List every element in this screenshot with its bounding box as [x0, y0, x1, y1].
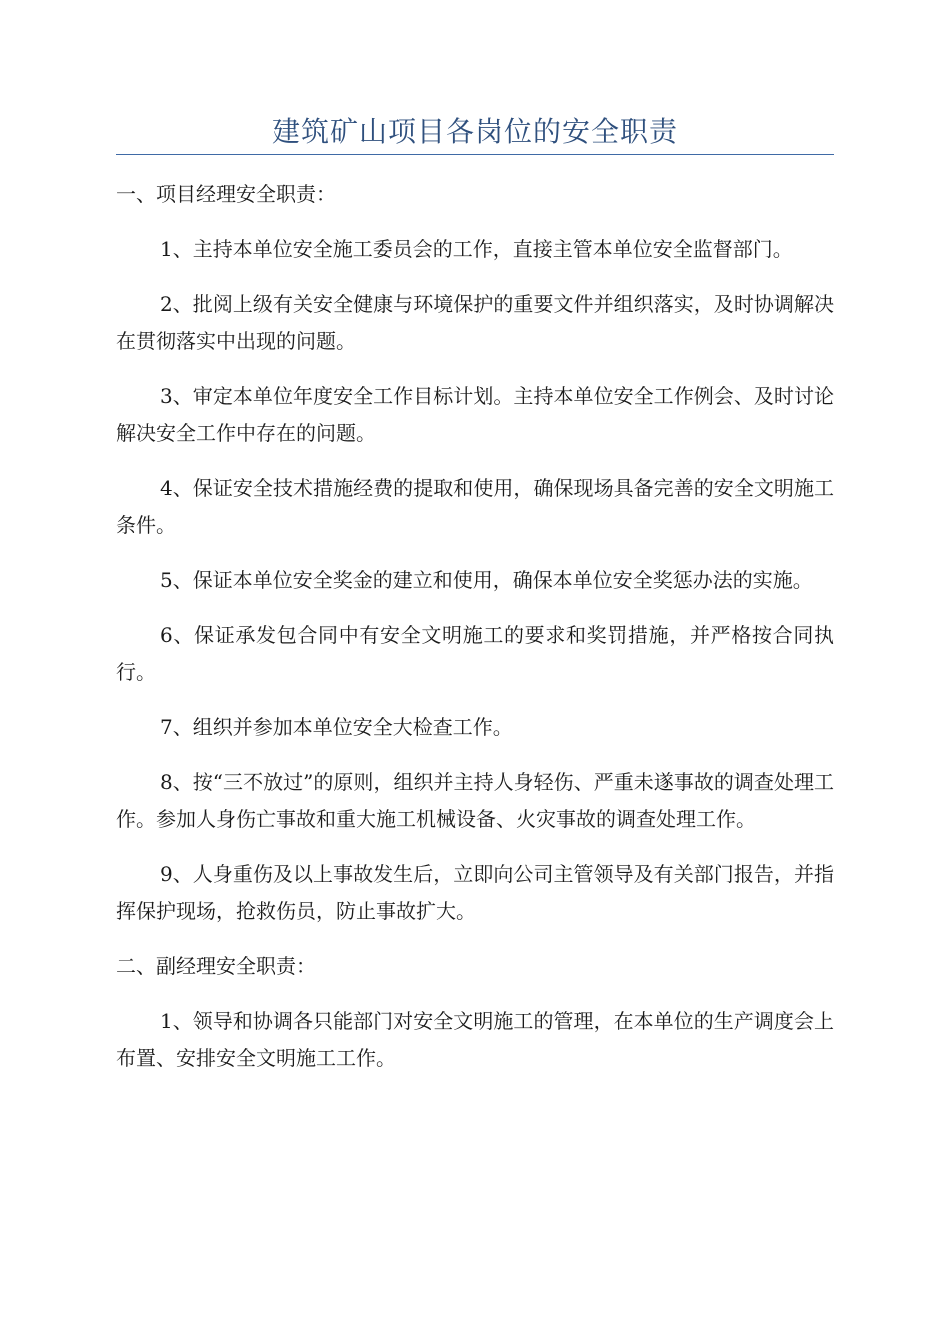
section-1-item-2: 2、批阅上级有关安全健康与环境保护的重要文件并组织落实，及时协调解决在贯彻落实中出现的问题。: [116, 292, 834, 353]
section-1-item-7: 7、组织并参加本单位安全大检查工作。: [160, 715, 513, 739]
section-1-item-1: 1、主持本单位安全施工委员会的工作，直接主管本单位安全监督部门。: [160, 237, 793, 261]
section-1-item-3: 3、审定本单位年度安全工作目标计划。主持本单位安全工作例会、及时讨论解决安全工作中存在的问题。: [116, 384, 834, 445]
document-title: 建筑矿山项目各岗位的安全职责: [271, 115, 678, 148]
section-1-item-6: 6、保证承发包合同中有安全文明施工的要求和奖罚措施，并严格按合同执行。: [116, 623, 834, 684]
section-heading-1: 一、项目经理安全职责：: [116, 182, 336, 206]
section-1-item-9: 9、人身重伤及以上事故发生后，立即向公司主管领导及有关部门报告，并指挥保护现场，抢救伤员，防止事故扩大。: [116, 862, 834, 923]
section-2-item-1: 1、领导和协调各只能部门对安全文明施工的管理，在本单位的生产调度会上布置、安排安全文明施工工作。: [116, 1009, 834, 1070]
document-body: [116, 176, 834, 1095]
section-1-item-5: 5、保证本单位安全奖金的建立和使用，确保本单位安全奖惩办法的实施。: [160, 568, 813, 592]
title-underline: [116, 154, 834, 155]
section-heading-2: 二、副经理安全职责：: [116, 954, 316, 978]
section-1-item-4: 4、保证安全技术措施经费的提取和使用，确保现场具备完善的安全文明施工条件。: [116, 476, 834, 537]
section-1-item-8: 8、按“三不放过”的原则，组织并主持人身轻伤、严重未遂事故的调查处理工作。参加人身伤亡事故和重大施工机械设备、火灾事故的调查处理工作。: [116, 770, 834, 831]
